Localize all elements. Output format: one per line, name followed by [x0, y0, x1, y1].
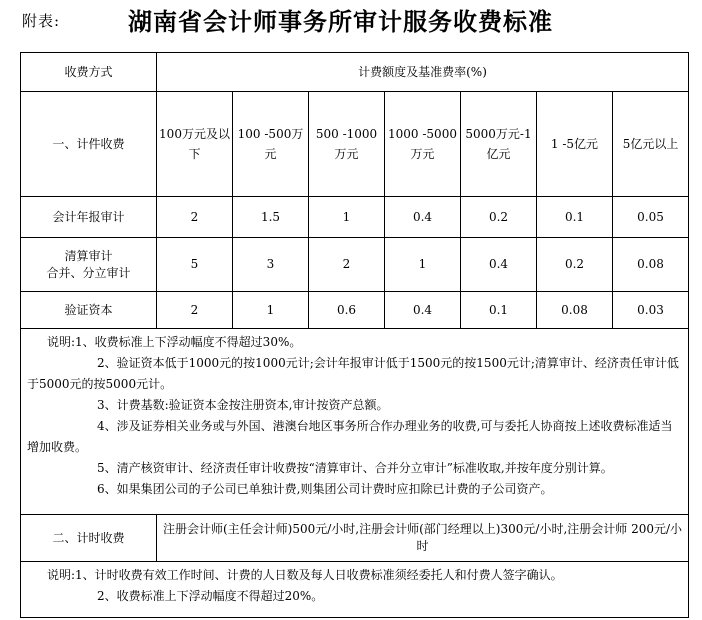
table-row: [21, 197, 689, 238]
piece-fee-notes: [21, 329, 689, 515]
rate-cell: 2: [157, 292, 233, 329]
note-line: 说明:1、计时收费有效工作时间、计费的人日数及每人日收费标准须经委托人和付费人签字确认。: [47, 568, 563, 582]
tier-header: 5亿元以上: [613, 92, 689, 197]
row-label: 会计年报审计: [21, 197, 157, 238]
rate-cell: 0.4: [385, 292, 461, 329]
rate-cell: 0.6: [309, 292, 385, 329]
rate-cell: 1.5: [233, 197, 309, 238]
rate-cell: 0.1: [461, 292, 537, 329]
hourly-fee-label: 二、计时收费: [21, 515, 157, 562]
rate-cell: 2: [157, 197, 233, 238]
notes-row: [21, 329, 689, 515]
rate-cell: 0.08: [613, 238, 689, 292]
header-row: [21, 53, 689, 92]
note-line: 6、如果集团公司的子公司已单独计费,则集团公司计费时应扣除已计费的子公司资产。: [97, 482, 553, 496]
tier-header: 5000万元-1亿元: [461, 92, 537, 197]
rate-cell: 5: [157, 238, 233, 292]
fee-method-header: 收费方式: [21, 53, 157, 92]
note-line: 说明:1、收费标准上下浮动幅度不得超过30%。: [47, 335, 302, 349]
hourly-fee-notes: [21, 562, 689, 618]
table-row: [21, 292, 689, 329]
row-label: 验证资本: [21, 292, 157, 329]
row-label: 清算审计 合并、分立审计: [21, 238, 157, 292]
fee-table: [20, 52, 689, 618]
piece-fee-label: 一、计件收费: [21, 92, 157, 197]
rate-cell: 0.03: [613, 292, 689, 329]
tier-header: 500 -1000万元: [309, 92, 385, 197]
tier-row: [21, 92, 689, 197]
note-line: 4、涉及证券相关业务或与外国、港澳台地区事务所合作办理业务的收费,可与委托人协商按上述收费标准适当增加收费。: [27, 419, 673, 454]
tier-header: 100 -500万元: [233, 92, 309, 197]
rate-cell: 0.08: [537, 292, 613, 329]
rate-cell: 0.1: [537, 197, 613, 238]
rate-cell: 1: [233, 292, 309, 329]
tier-header: 1 -5亿元: [537, 92, 613, 197]
rate-cell: 0.4: [461, 238, 537, 292]
rate-cell: 0.2: [537, 238, 613, 292]
notes-row: [21, 562, 689, 618]
rate-cell: 1: [385, 238, 461, 292]
table-row: [21, 238, 689, 292]
rate-cell: 0.05: [613, 197, 689, 238]
note-line: 3、计费基数:验证资本金按注册资本,审计按资产总额。: [97, 398, 389, 412]
rate-cell: 0.2: [461, 197, 537, 238]
tier-header: 100万元及以下: [157, 92, 233, 197]
rate-cell: 3: [233, 238, 309, 292]
note-line: 2、收费标准上下浮动幅度不得超过20%。: [97, 589, 324, 603]
rates-header: 计费额度及基准费率(%): [157, 53, 689, 92]
rate-cell: 0.4: [385, 197, 461, 238]
rate-cell: 2: [309, 238, 385, 292]
note-line: 5、清产核资审计、经济责任审计收费按“清算审计、合并分立审计”标准收取,并按年度分别计算。: [97, 461, 613, 475]
hourly-row: [21, 515, 689, 562]
rate-cell: 1: [309, 197, 385, 238]
tier-header: 1000 -5000万元: [385, 92, 461, 197]
attachment-prefix: 附表:: [22, 12, 61, 30]
note-line: 2、验证资本低于1000元的按1000元计;会计年报审计低于1500元的按1500元计;清算审计、经济责任审计低于5000元的按5000元计。: [27, 356, 679, 391]
hourly-fee-text: 注册会计师(主任会计师)500元/小时,注册会计师(部门经理以上)300元/小时,注册会计师 200元/小时: [157, 515, 689, 562]
page-title: 湖南省会计师事务所审计服务收费标准: [128, 8, 553, 36]
